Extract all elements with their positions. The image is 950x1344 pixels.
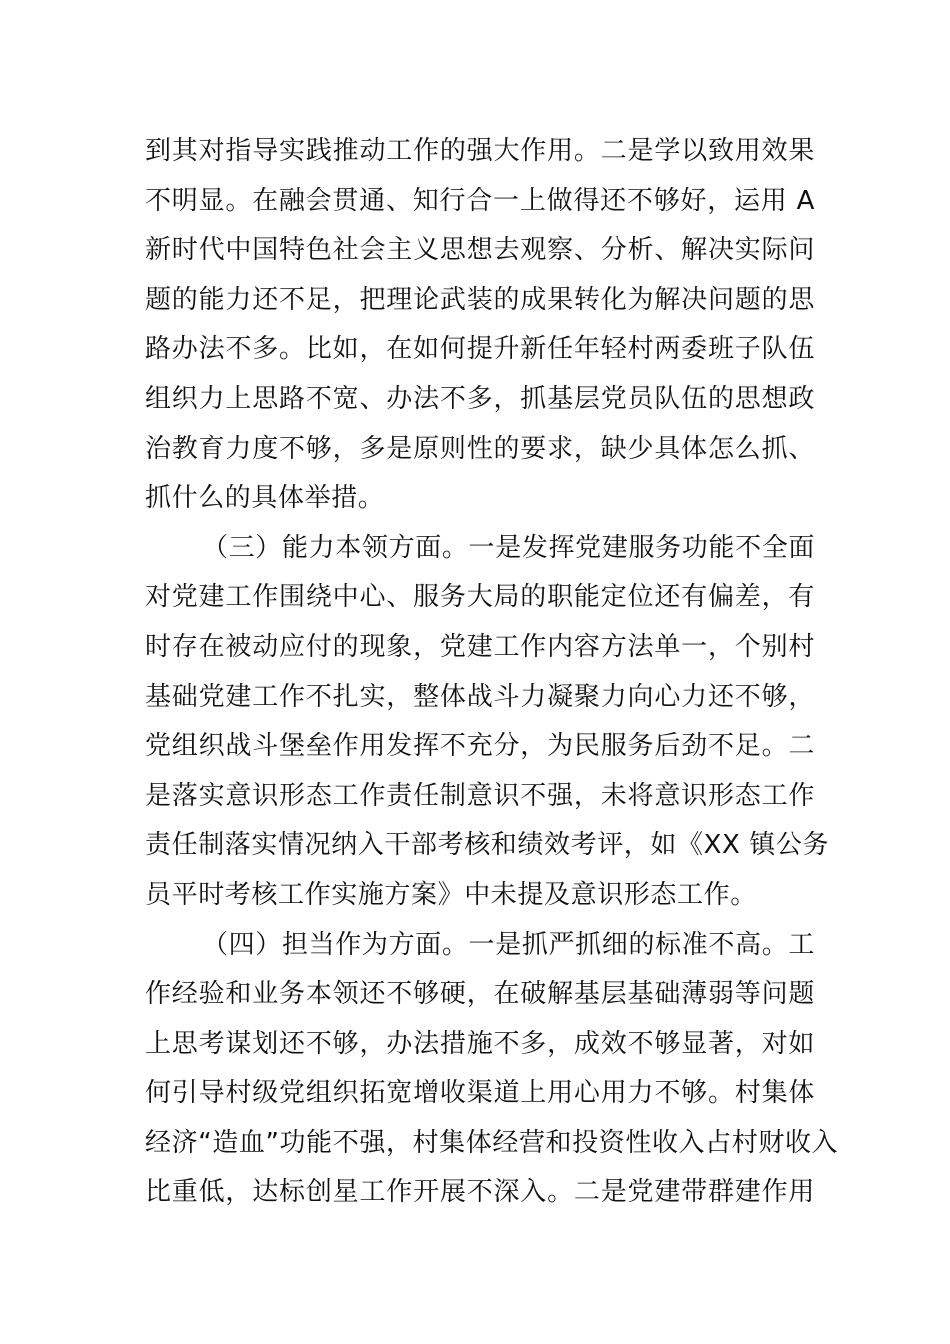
text-line-11: 时存在被动应付的现象，党建工作内容方法单一，个别村 (145, 631, 815, 662)
text-line-1: 到其对指导实践推动工作的强大作用。二是学以致用效果 (145, 136, 815, 166)
text-line-20: 何引导村级党组织拓宽增收渠道上用心用力不够。村集体 (145, 1078, 815, 1109)
text-line-10: 对党建工作围绕中心、服务大局的职能定位还有偏差，有 (145, 582, 815, 613)
text-line-5: 路办法不多。比如，在如何提升新任年轻村两委班子队伍 (145, 334, 815, 365)
text-line-13: 党组织战斗堡垒作用发挥不充分，为民服务后劲不足。二 (145, 731, 815, 762)
text-line-18: 作经验和业务本领还不够硬，在破解基层基础薄弱等问题 (145, 979, 815, 1010)
text-line-22: 比重低，达标创星工作开展不深入。二是党建带群建作用 (145, 1177, 815, 1208)
text-line-8: 抓什么的具体举措。 (145, 483, 385, 514)
text-line-4: 题的能力还不足，把理论武装的成果转化为解决问题的思 (145, 284, 815, 315)
text-line-7: 治教育力度不够，多是原则性的要求，缺少具体怎么抓、 (145, 433, 815, 464)
section-heading-3-line: （三）能力本领方面。一是发挥党建服务功能不全面 (202, 532, 815, 563)
text-line-21: 经济“造血”功能不强，村集体经营和投资性收入占村财收入 (145, 1127, 839, 1158)
text-line-15: 责任制落实情况纳入干部考核和绩效考评，如《XX 镇公务 (145, 830, 830, 861)
text-line-6: 组织力上思路不宽、办法不多，抓基层党员队伍的思想政 (145, 383, 815, 414)
text-line-3: 新时代中国特色社会主义思想去观察、分析、解决实际问 (145, 235, 815, 266)
section-heading-4-line: （四）担当作为方面。一是抓严抓细的标准不高。工 (202, 929, 815, 960)
text-line-16: 员平时考核工作实施方案》中未提及意识形态工作。 (145, 879, 757, 910)
text-line-19: 上思考谋划还不够，办法措施不多，成效不够显著，对如 (145, 1028, 815, 1059)
body-text (145, 127, 839, 1218)
text-line-14: 是落实意识形态工作责任制意识不强，未将意识形态工作 (145, 780, 815, 811)
text-line-2: 不明显。在融会贯通、知行合一上做得还不够好，运用 A (145, 185, 815, 216)
text-line-12: 基础党建工作不扎实，整体战斗力凝聚力向心力还不够， (145, 681, 815, 712)
